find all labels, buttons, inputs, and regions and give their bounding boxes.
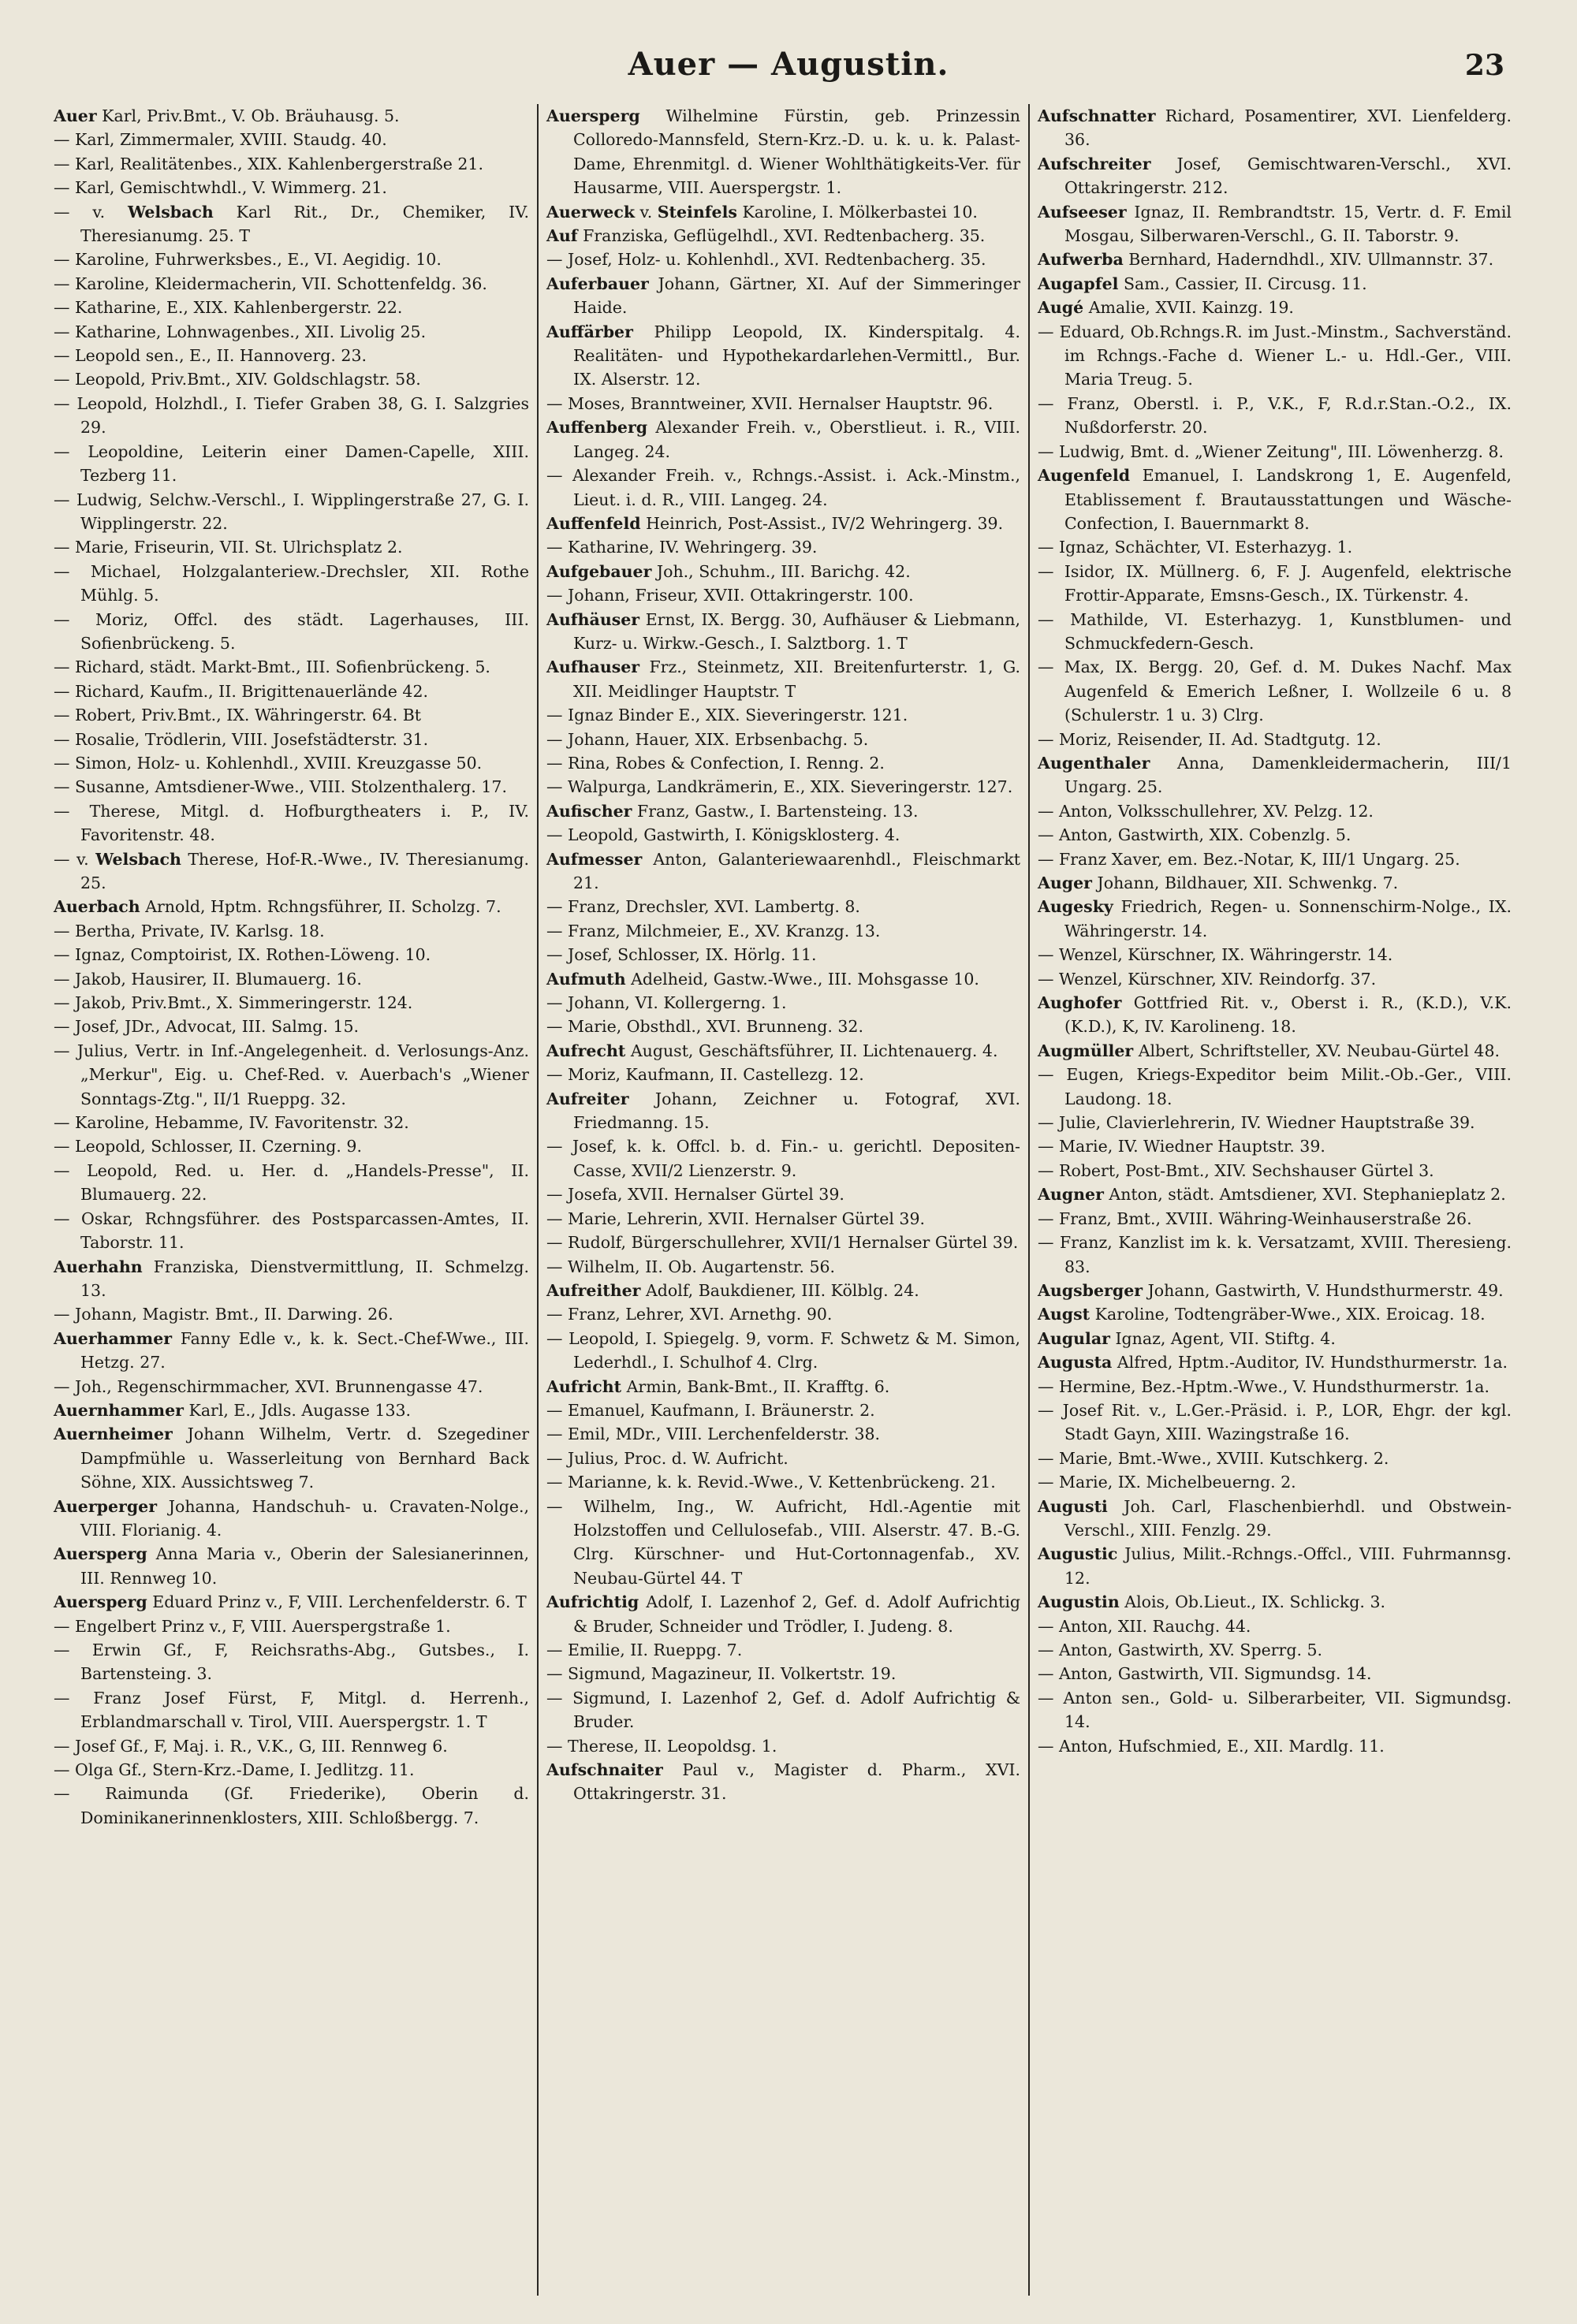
directory-entry: — v. Welsbach Karl Rit., Dr., Chemiker, IV. Theresianumg. 25. T bbox=[54, 202, 529, 246]
directory-entry: — Eduard, Ob.Rchngs.R. im Just.-Minstm., Sachverständ. im Rchngs.-Fache d. Wiener L.- u. Hdl.-Ger., VIII. Maria Treug. 5. bbox=[1038, 322, 1512, 389]
directory-entry: — Joh., Regenschirmmacher, XVI. Brunnengasse 47. bbox=[54, 1376, 483, 1396]
directory-entry: Auffenberg Alexander Freih. v., Oberstlieut. i. R., VIII. Langeg. 24. bbox=[546, 418, 1020, 461]
directory-entry: — Sigmund, Magazineur, II. Volkertstr. 19. bbox=[546, 1664, 897, 1684]
directory-entry: — Leopold, Schlosser, II. Czerning. 9. bbox=[54, 1137, 362, 1156]
directory-entry: Augmüller Albert, Schriftsteller, XV. Neubau-Gürtel 48. bbox=[1038, 1041, 1501, 1060]
directory-entry: — Richard, Kaufm., II. Brigittenauerlände 42. bbox=[54, 681, 429, 701]
column-3 bbox=[1028, 104, 1519, 2296]
directory-entry: — Susanne, Amtsdiener-Wwe., VIII. Stolzenthalerg. 17. bbox=[54, 777, 507, 797]
directory-entry: — Josef Rit. v., L.Ger.-Präsid. i. P., LOR, Ehgr. der kgl. Stadt Gayn, XIII. Wazingstraße 16. bbox=[1038, 1400, 1512, 1444]
directory-entry: — Marie, Friseurin, VII. St. Ulrichsplatz 2. bbox=[54, 538, 403, 557]
directory-entry: Auernhammer Karl, E., Jdls. Augasse 133. bbox=[54, 1400, 412, 1420]
directory-entry: — Rudolf, Bürgerschullehrer, XVII/1 Hernalser Gürtel 39. bbox=[546, 1233, 1019, 1253]
directory-entry: Auffärber Philipp Leopold, IX. Kinderspitalg. 4. Realitäten- und Hypothekardarlehen-Vermittl., Bur. IX. Alserstr. 12. bbox=[546, 322, 1020, 389]
directory-entry: — Julie, Clavierlehrerin, IV. Wiedner Hauptstraße 39. bbox=[1038, 1113, 1475, 1133]
directory-entry: — Marie, Bmt.-Wwe., XVIII. Kutschkerg. 2. bbox=[1038, 1448, 1389, 1468]
directory-entry: Aufischer Franz, Gastw., I. Bartensteing. 13. bbox=[546, 801, 919, 821]
directory-entry: — Leopold, Priv.Bmt., XIV. Goldschlagstr. 58. bbox=[54, 370, 421, 389]
directory-entry: — Leopold, Red. u. Her. d. „Handels-Presse", II. Blumauerg. 22. bbox=[54, 1160, 529, 1205]
directory-entry: Aufrichtig Adolf, I. Lazenhof 2, Gef. d. Adolf Aufrichtig & Bruder, Schneider und Trödler, I. Judeng. 8. bbox=[546, 1592, 1020, 1636]
directory-entry: — Emanuel, Kaufmann, I. Bräunerstr. 2. bbox=[546, 1400, 875, 1420]
directory-entry: — Leopold, Holzhdl., I. Tiefer Graben 38, G. I. Salzgries 29. bbox=[54, 393, 529, 438]
directory-entry: — Ignaz, Comptoirist, IX. Rothen-Löweng. 10. bbox=[54, 945, 431, 965]
directory-entry: Augesky Friedrich, Regen- u. Sonnenschirm-Nolge., IX. Währingerstr. 14. bbox=[1038, 897, 1512, 940]
directory-entry: — Katharine, IV. Wehringerg. 39. bbox=[546, 538, 818, 557]
directory-entry: Auersperg Anna Maria v., Oberin der Salesianerinnen, III. Rennweg 10. bbox=[54, 1544, 529, 1588]
directory-entry: — Rina, Robes & Confection, I. Renng. 2. bbox=[546, 753, 885, 773]
directory-entry: — Sigmund, I. Lazenhof 2, Gef. d. Adolf Aufrichtig & Bruder. bbox=[546, 1688, 1020, 1732]
directory-entry: — Katharine, Lohnwagenbes., XII. Livolig 25. bbox=[54, 322, 427, 341]
directory-entry: — Josef, Holz- u. Kohlenhdl., XVI. Redtenbacherg. 35. bbox=[546, 250, 986, 270]
directory-entry: — Jakob, Priv.Bmt., X. Simmeringerstr. 124. bbox=[54, 993, 413, 1013]
directory-entry: — Emilie, II. Rueppg. 7. bbox=[546, 1641, 743, 1659]
directory-entry: — Therese, Mitgl. d. Hofburgtheaters i. P., IV. Favoritenstr. 48. bbox=[54, 801, 529, 845]
directory-entry: — Jakob, Hausirer, II. Blumauerg. 16. bbox=[54, 969, 362, 989]
directory-entry: Augapfel Sam., Cassier, II. Circusg. 11. bbox=[1038, 274, 1367, 293]
directory-entry: Augular Ignaz, Agent, VII. Stiftg. 4. bbox=[1038, 1328, 1336, 1348]
directory-entry: — Franz, Lehrer, XVI. Arnethg. 90. bbox=[546, 1305, 833, 1324]
directory-entry: Augusti Joh. Carl, Flaschenbierhdl. und Obstwein-Verschl., XIII. Fenzlg. 29. bbox=[1038, 1496, 1512, 1540]
directory-entry: — Karoline, Fuhrwerksbes., E., VI. Aegidig. 10. bbox=[54, 250, 442, 270]
directory-entry: — Anton sen., Gold- u. Silberarbeiter, VII. Sigmundsg. 14. bbox=[1038, 1688, 1512, 1732]
directory-entry: — Josefa, XVII. Hernalser Gürtel 39. bbox=[546, 1185, 844, 1205]
directory-entry: Augé Amalie, XVII. Kainzg. 19. bbox=[1038, 298, 1294, 318]
entries-columns bbox=[46, 104, 1520, 2296]
directory-entry: — Franz, Bmt., XVIII. Währing-Weinhauserstraße 26. bbox=[1038, 1209, 1472, 1228]
directory-entry: — Franz, Oberstl. i. P., V.K., F, R.d.r.Stan.-O.2., IX. Nußdorferstr. 20. bbox=[1038, 393, 1512, 438]
directory-entry: Aufschnatter Richard, Posamentirer, XVI. Lienfelderg. 36. bbox=[1038, 106, 1512, 150]
directory-entry: — Michael, Holzgalanteriew.-Drechsler, XII. Rothe Mühlg. 5. bbox=[54, 561, 529, 605]
column-1 bbox=[46, 104, 537, 2296]
directory-entry: — Johann, Hauer, XIX. Erbsenbachg. 5. bbox=[546, 729, 869, 749]
directory-entry: — Julius, Proc. d. W. Aufricht. bbox=[546, 1448, 788, 1468]
directory-entry: — Anton, Gastwirth, VII. Sigmundsg. 14. bbox=[1038, 1664, 1372, 1684]
directory-entry: Auger Johann, Bildhauer, XII. Schwenkg. 7. bbox=[1038, 873, 1399, 892]
directory-entry: Aufhäuser Ernst, IX. Bergg. 30, Aufhäuser & Liebmann, Kurz- u. Wirkw.-Gesch., I. Salztborg. 1. T bbox=[546, 609, 1020, 653]
directory-entry: Aufwerba Bernhard, Haderndhdl., XIV. Ullmannstr. 37. bbox=[1038, 250, 1494, 270]
directory-entry: Auerweck v. Steinfels Karoline, I. Mölkerbastei 10. bbox=[546, 202, 978, 222]
directory-entry: Auerhammer Fanny Edle v., k. k. Sect.-Chef-Wwe., III. Hetzg. 27. bbox=[54, 1328, 529, 1372]
directory-entry: — Anton, Gastwirth, XV. Sperrg. 5. bbox=[1038, 1641, 1323, 1659]
directory-entry: Augst Karoline, Todtengräber-Wwe., XIX. Eroicag. 18. bbox=[1038, 1305, 1486, 1324]
directory-entry: — Ignaz Binder E., XIX. Sieveringerstr. 121. bbox=[546, 706, 908, 725]
directory-entry: — Engelbert Prinz v., F, VIII. Auerspergstraße 1. bbox=[54, 1616, 451, 1636]
directory-entry: — Josef, JDr., Advocat, III. Salmg. 15. bbox=[54, 1017, 360, 1037]
directory-entry: — Robert, Priv.Bmt., IX. Währingerstr. 64. Bt bbox=[54, 706, 422, 725]
directory-entry: — Oskar, Rchngsführer. des Postsparcassen-Amtes, II. Taborstr. 11. bbox=[54, 1209, 529, 1253]
page-header bbox=[0, 46, 1577, 101]
directory-entry: — Karl, Zimmermaler, XVIII. Staudg. 40. bbox=[54, 130, 387, 150]
directory-entry: — Moriz, Reisender, II. Ad. Stadtgutg. 12. bbox=[1038, 729, 1381, 749]
directory-entry: — Franz, Kanzlist im k. k. Versatzamt, XVIII. Theresieng. 83. bbox=[1038, 1233, 1512, 1276]
directory-entry: Aufmesser Anton, Galanteriewaarenhdl., Fleischmarkt 21. bbox=[546, 849, 1020, 892]
directory-entry: — Marie, IX. Michelbeuerng. 2. bbox=[1038, 1473, 1296, 1492]
directory-entry: — Mathilde, VI. Esterhazyg. 1, Kunstblumen- und Schmuckfedern-Gesch. bbox=[1038, 609, 1512, 653]
directory-entry: — Marie, IV. Wiedner Hauptstr. 39. bbox=[1038, 1137, 1325, 1156]
directory-entry: — Karoline, Kleidermacherin, VII. Schottenfeldg. 36. bbox=[54, 274, 487, 293]
directory-entry: Aufmuth Adelheid, Gastw.-Wwe., III. Mohsgasse 10. bbox=[546, 969, 979, 989]
directory-entry: Auer Karl, Priv.Bmt., V. Ob. Bräuhausg. 5. bbox=[54, 106, 400, 125]
directory-entry: Auffenfeld Heinrich, Post-Assist., IV/2 Wehringerg. 39. bbox=[546, 513, 1004, 533]
directory-entry: Auernheimer Johann Wilhelm, Vertr. d. Szegediner Dampfmühle u. Wasserleitung von Bernhard Back Söhne, XIX. Aussichtsweg 7. bbox=[54, 1425, 529, 1492]
directory-entry: — Josef, k. k. Offcl. b. d. Fin.- u. gerichtl. Depositen-Casse, XVII/2 Lienzerstr. 9. bbox=[546, 1137, 1020, 1180]
directory-entry: — Eugen, Kriegs-Expeditor beim Milit.-Ob.-Ger., VIII. Laudong. 18. bbox=[1038, 1065, 1512, 1108]
page-title: Auer — Augustin. bbox=[628, 46, 949, 83]
directory-entry: Aufreither Adolf, Baukdiener, III. Kölblg. 24. bbox=[546, 1280, 919, 1300]
directory-entry: Augenthaler Anna, Damenkleidermacherin, III/1 Ungarg. 25. bbox=[1038, 753, 1512, 797]
directory-entry: — Wenzel, Kürschner, IX. Währingerstr. 14. bbox=[1038, 945, 1393, 965]
directory-entry: — Franz Xaver, em. Bez.-Notar, K, III/1 Ungarg. 25. bbox=[1038, 849, 1460, 869]
directory-entry: Augusta Alfred, Hptm.-Auditor, IV. Hundsthurmerstr. 1a. bbox=[1038, 1353, 1508, 1372]
directory-entry: Auf Franziska, Geflügelhdl., XVI. Redtenbacherg. 35. bbox=[546, 226, 986, 246]
directory-entry: — Leopoldine, Leiterin einer Damen-Capelle, XIII. Tezberg 11. bbox=[54, 441, 529, 486]
directory-entry: Aughofer Gottfried Rit. v., Oberst i. R., (K.D.), V.K. (K.D.), K, IV. Karolineng. 18. bbox=[1038, 993, 1512, 1037]
directory-entry: — Olga Gf., Stern-Krz.-Dame, I. Jedlitzg. 11. bbox=[54, 1760, 415, 1780]
directory-entry: — Karl, Gemischtwhdl., V. Wimmerg. 21. bbox=[54, 178, 387, 198]
directory-entry: — Franz, Drechsler, XVI. Lambertg. 8. bbox=[546, 897, 860, 917]
directory-entry: — Johann, Friseur, XVII. Ottakringerstr. 100. bbox=[546, 586, 914, 605]
directory-entry: — Ludwig, Bmt. d. „Wiener Zeitung", III. Löwenherzg. 8. bbox=[1038, 441, 1504, 461]
directory-entry: — Leopold, Gastwirth, I. Königsklosterg. 4. bbox=[546, 825, 900, 845]
directory-entry: — Leopold sen., E., II. Hannoverg. 23. bbox=[54, 346, 367, 366]
directory-entry: — Johann, VI. Kollergerng. 1. bbox=[546, 993, 787, 1013]
directory-entry: — Johann, Magistr. Bmt., II. Darwing. 26. bbox=[54, 1305, 393, 1324]
directory-entry: — Leopold, I. Spiegelg. 9, vorm. F. Schwetz & M. Simon, Lederhdl., I. Schulhof 4. Clrg. bbox=[546, 1328, 1020, 1372]
directory-entry: — Isidor, IX. Müllnerg. 6, F. J. Augenfeld, elektrische Frottir-Apparate, Emsns-Gesch., IX. Türkenstr. 4. bbox=[1038, 561, 1512, 605]
directory-entry: Aufgebauer Joh., Schuhm., III. Barichg. 42. bbox=[546, 561, 911, 581]
directory-entry: — Marianne, k. k. Revid.-Wwe., V. Kettenbrückeng. 21. bbox=[546, 1473, 996, 1492]
directory-entry: — Emil, MDr., VIII. Lerchenfelderstr. 38. bbox=[546, 1425, 881, 1444]
directory-entry: Auersperg Eduard Prinz v., F, VIII. Lerchenfelderstr. 6. T bbox=[54, 1592, 527, 1612]
directory-entry: — Marie, Lehrerin, XVII. Hernalser Gürtel 39. bbox=[546, 1209, 926, 1228]
directory-entry: — Katharine, E., XIX. Kahlenbergerstr. 22. bbox=[54, 298, 403, 318]
directory-entry: — Anton, XII. Rauchg. 44. bbox=[1038, 1616, 1251, 1636]
directory-entry: — Wilhelm, II. Ob. Augartenstr. 56. bbox=[546, 1257, 836, 1276]
directory-entry: — Simon, Holz- u. Kohlenhdl., XVIII. Kreuzgasse 50. bbox=[54, 753, 483, 773]
directory-entry: — v. Welsbach Therese, Hof-R.-Wwe., IV. Theresianumg. 25. bbox=[54, 849, 530, 892]
directory-entry: Augsberger Johann, Gastwirth, V. Hundsthurmerstr. 49. bbox=[1038, 1280, 1504, 1300]
directory-entry: — Alexander Freih. v., Rchngs.-Assist. i. Ack.-Minstm., Lieut. i. d. R., VIII. Langeg. 24. bbox=[546, 466, 1020, 509]
directory-entry: — Marie, Obsthdl., XVI. Brunneng. 32. bbox=[546, 1017, 863, 1037]
directory-entry: — Walpurga, Landkrämerin, E., XIX. Sieveringerstr. 127. bbox=[546, 777, 1013, 797]
directory-entry: — Moses, Branntweiner, XVII. Hernalser Hauptstr. 96. bbox=[546, 393, 994, 413]
directory-entry: Aufhauser Frz., Steinmetz, XII. Breitenfurterstr. 1, G. XII. Meidlinger Hauptstr. T bbox=[546, 657, 1020, 701]
directory-entry: — Anton, Hufschmied, E., XII. Mardlg. 11. bbox=[1038, 1736, 1385, 1756]
directory-entry: — Max, IX. Bergg. 20, Gef. d. M. Dukes Nachf. Max Augenfeld & Emerich Leßner, I. Wollzeile 6 u. 8 (Schulerstr. 1 u. 3) Clrg. bbox=[1038, 657, 1512, 725]
directory-entry: — Wenzel, Kürschner, XIV. Reindorfg. 37. bbox=[1038, 969, 1377, 989]
directory-entry: — Bertha, Private, IV. Karlsg. 18. bbox=[54, 921, 325, 940]
directory-entry: — Erwin Gf., F, Reichsraths-Abg., Gutsbes., I. Bartensteing. 3. bbox=[54, 1641, 529, 1684]
directory-entry: Aufseeser Ignaz, II. Rembrandtstr. 15, Vertr. d. F. Emil Mosgau, Silberwaren-Verschl., G. II. Taborstr. 9. bbox=[1038, 202, 1512, 246]
directory-entry: — Karl, Realitätenbes., XIX. Kahlenbergerstraße 21. bbox=[54, 154, 483, 173]
directory-entry: Augustic Julius, Milit.-Rchngs.-Offcl., VIII. Fuhrmannsg. 12. bbox=[1038, 1544, 1512, 1588]
directory-entry: Aufricht Armin, Bank-Bmt., II. Krafftg. 6. bbox=[546, 1376, 890, 1396]
directory-entry: — Wilhelm, Ing., W. Aufricht, Hdl.-Agentie mit Holzstoffen und Cellulosefab., VIII. Alserstr. 47. B.-G. Clrg. Kürschner- und Hut-Cortonnagenfab., XV. Neubau-Gürtel 44. T bbox=[546, 1496, 1020, 1588]
directory-entry: Augenfeld Emanuel, I. Landskrong 1, E. Augenfeld, Etablissement f. Brautausstattungen und Wäsche-Confection, I. Bauernmarkt 8. bbox=[1038, 466, 1512, 533]
directory-entry: Auerperger Johanna, Handschuh- u. Cravaten-Nolge., VIII. Florianig. 4. bbox=[54, 1496, 529, 1540]
directory-entry: — Ludwig, Selchw.-Verschl., I. Wipplingerstraße 27, G. I. Wipplingerstr. 22. bbox=[54, 490, 529, 533]
directory-entry: Aufschreiter Josef, Gemischtwaren-Verschl., XVI. Ottakringerstr. 212. bbox=[1038, 154, 1512, 198]
directory-entry: — Richard, städt. Markt-Bmt., III. Sofienbrückeng. 5. bbox=[54, 657, 490, 677]
directory-entry: — Rosalie, Trödlerin, VIII. Josefstädterstr. 31. bbox=[54, 729, 429, 749]
directory-entry: — Karoline, Hebamme, IV. Favoritenstr. 32. bbox=[54, 1113, 409, 1133]
directory-entry: Aufreiter Johann, Zeichner u. Fotograf, XVI. Friedmanng. 15. bbox=[546, 1089, 1020, 1133]
directory-entry: — Therese, II. Leopoldsg. 1. bbox=[546, 1736, 777, 1756]
directory-entry: — Franz, Milchmeier, E., XV. Kranzg. 13. bbox=[546, 921, 881, 940]
directory-entry: — Julius, Vertr. in Inf.-Angelegenheit. d. Verlosungs-Anz. „Merkur", Eig. u. Chef-Red. v. Auerbach's „Wiener Sonntags-Ztg.", II/1 Rueppg. 32. bbox=[54, 1041, 529, 1108]
directory-entry: Aufschnaiter Paul v., Magister d. Pharm., XVI. Ottakringerstr. 31. bbox=[546, 1760, 1020, 1804]
directory-entry: Auferbauer Johann, Gärtner, XI. Auf der Simmeringer Haide. bbox=[546, 274, 1020, 318]
directory-entry: — Josef, Schlosser, IX. Hörlg. 11. bbox=[546, 945, 817, 965]
directory-entry: — Moriz, Kaufmann, II. Castellezg. 12. bbox=[546, 1065, 864, 1085]
directory-entry: — Anton, Gastwirth, XIX. Cobenzlg. 5. bbox=[1038, 825, 1351, 845]
directory-entry: Augustin Alois, Ob.Lieut., IX. Schlickg. 3. bbox=[1038, 1592, 1386, 1612]
directory-entry: — Moriz, Offcl. des städt. Lagerhauses, III. Sofienbrückeng. 5. bbox=[54, 609, 529, 653]
directory-entry: Aufrecht August, Geschäftsführer, II. Lichtenauerg. 4. bbox=[546, 1041, 998, 1060]
page-number: 23 bbox=[1464, 49, 1504, 82]
directory-entry: — Anton, Volksschullehrer, XV. Pelzg. 12. bbox=[1038, 801, 1374, 821]
directory-entry: — Raimunda (Gf. Friederike), Oberin d. Dominikanerinnenklosters, XIII. Schloßbergg. 7. bbox=[54, 1784, 529, 1827]
directory-entry: Augner Anton, städt. Amtsdiener, XVI. Stephanieplatz 2. bbox=[1038, 1185, 1506, 1205]
directory-entry: Auerhahn Franziska, Dienstvermittlung, II. Schmelzg. 13. bbox=[54, 1257, 529, 1300]
directory-entry: — Franz Josef Fürst, F, Mitgl. d. Herrenh., Erblandmarschall v. Tirol, VIII. Auerspergstr. 1. T bbox=[54, 1688, 529, 1732]
directory-entry: — Robert, Post-Bmt., XIV. Sechshauser Gürtel 3. bbox=[1038, 1160, 1434, 1180]
directory-entry: Auersperg Wilhelmine Fürstin, geb. Prinzessin Colloredo-Mannsfeld, Stern-Krz.-D. u. k. u. k. Palast-Dame, Ehrenmitgl. d. Wiener Wohlthätigkeits-Ver. für Hausarme, VIII. Auerspergstr. 1. bbox=[546, 106, 1020, 198]
directory-entry: Auerbach Arnold, Hptm. Rchngsführer, II. Scholzg. 7. bbox=[54, 897, 501, 917]
column-2 bbox=[537, 104, 1028, 2296]
directory-entry: — Hermine, Bez.-Hptm.-Wwe., V. Hundsthurmerstr. 1a. bbox=[1038, 1376, 1490, 1396]
directory-entry: — Josef Gf., F, Maj. i. R., V.K., G, III. Rennweg 6. bbox=[54, 1736, 448, 1756]
directory-entry: — Ignaz, Schächter, VI. Esterhazyg. 1. bbox=[1038, 538, 1353, 557]
